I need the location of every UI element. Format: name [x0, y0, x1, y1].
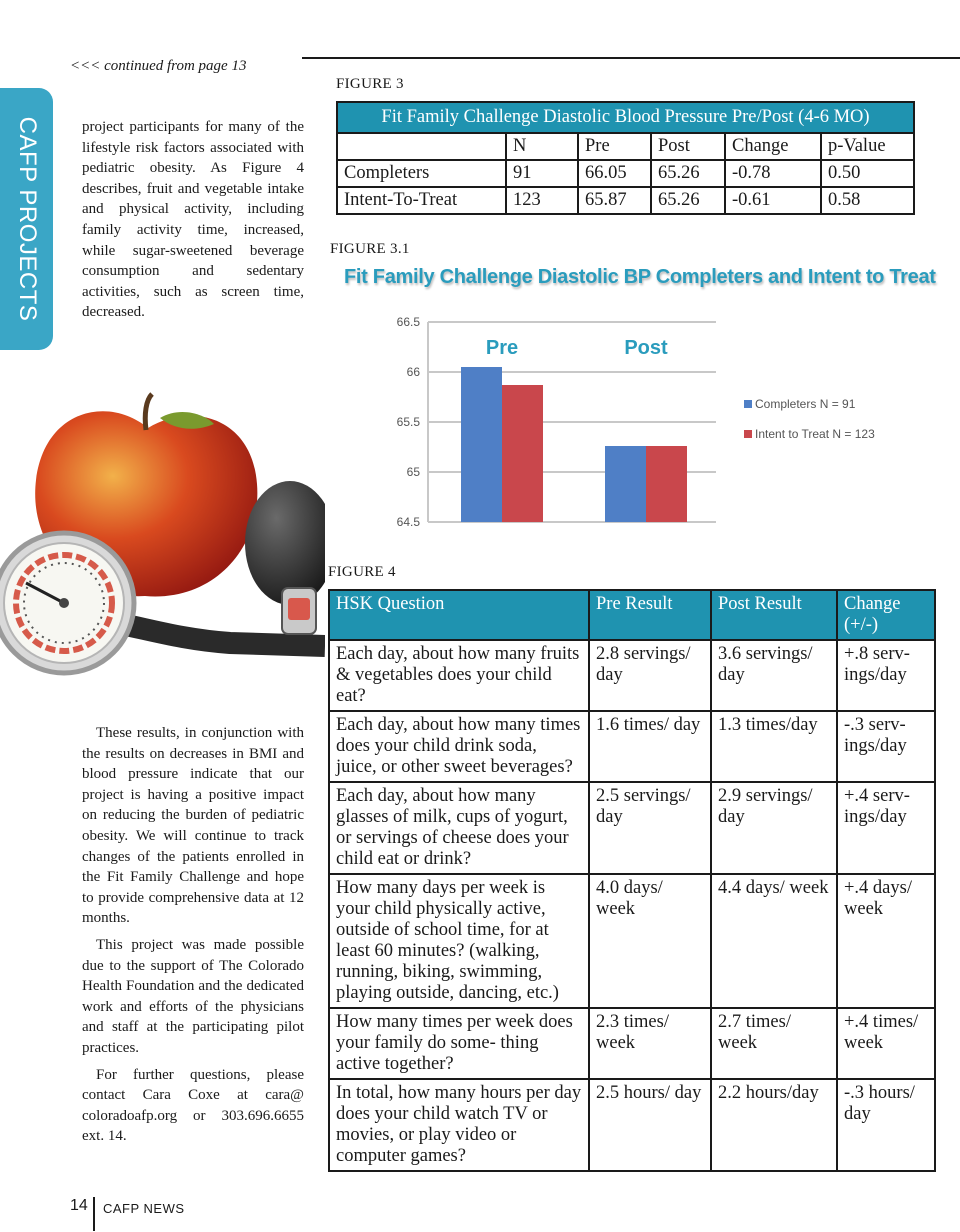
category-label: Post — [624, 337, 668, 359]
figure4-cell: +.4 times/ week — [837, 1008, 935, 1079]
bar — [646, 446, 687, 522]
figure4-cell: +.4 serv- ings/day — [837, 782, 935, 874]
table-row — [329, 1079, 935, 1171]
section-tab — [0, 88, 53, 350]
figure4-cell: -.3 serv- ings/day — [837, 711, 935, 782]
body-text — [82, 723, 304, 1153]
figure3-cell: 65.26 — [651, 160, 725, 187]
table-row — [329, 782, 935, 874]
table-row — [337, 187, 914, 214]
bar — [502, 385, 543, 522]
figure3-cell: 0.58 — [821, 187, 914, 214]
figure4-cell: 1.3 times/day — [711, 711, 837, 782]
y-tick-label: 65 — [406, 465, 420, 479]
figure4-cell: 1.6 times/ day — [589, 711, 711, 782]
figure3-label: FIGURE 3 — [336, 76, 404, 92]
figure4-cell: 2.8 servings/ day — [589, 640, 711, 711]
figure3-cell: 123 — [506, 187, 578, 214]
figure3-header-cell: Post — [651, 133, 725, 160]
figure3-cell: 66.05 — [578, 160, 651, 187]
valve-knob — [288, 598, 310, 620]
continued-note: <<< continued from page 13 — [70, 58, 247, 74]
intro-text — [82, 117, 304, 329]
figure4-cell: In total, how many hours per day does your child watch TV or movies, or play video or computer games? — [329, 1079, 589, 1171]
section-tab-label: CAFP PROJECTS — [14, 116, 41, 322]
figure3-title: Fit Family Challenge Diastolic Blood Pressure Pre/Post (4-6 MO) — [337, 102, 914, 133]
table-row — [329, 1008, 935, 1079]
figure4-cell: 2.9 servings/ day — [711, 782, 837, 874]
figure4-header-cell: HSK Question — [329, 590, 589, 640]
bar — [605, 446, 646, 522]
paragraph-contact: For further questions, please contact Cara Coxe at cara@ coloradoafp.org or 303.696.6655 ext. 14. — [82, 1066, 304, 1145]
category-label: Pre — [485, 337, 519, 359]
footer-divider — [93, 1197, 95, 1231]
figure3-cell: Completers — [337, 160, 506, 187]
figure3-header-cell: Pre — [578, 133, 651, 160]
top-rule — [302, 57, 960, 59]
figure4-cell: 3.6 servings/ day — [711, 640, 837, 711]
figure3-header-cell — [337, 133, 506, 160]
paragraph-results: These results, in conjunction with the results on decreases in BMI and blood pressure indicate that our project is having a positive impact on reducing the burden of pediatric obesity. We will continue to track changes of the patients enrolled in the Fit Family Challenge and hope to provide comprehensive data at 12 months. — [82, 725, 304, 927]
y-tick-label: 66 — [406, 365, 420, 379]
figure4-header-cell: Change (+/-) — [837, 590, 935, 640]
y-tick-label: 64.5 — [396, 515, 420, 529]
figure3-cell: 0.50 — [821, 160, 914, 187]
figure4-cell: 2.7 times/ week — [711, 1008, 837, 1079]
bar — [461, 367, 502, 522]
page-number: 14 — [70, 1197, 88, 1214]
y-tick-label: 65.5 — [396, 415, 420, 429]
table-row — [337, 160, 914, 187]
legend-swatch — [744, 400, 752, 408]
apple-bp-illustration — [0, 388, 325, 700]
figure4-label: FIGURE 4 — [328, 564, 396, 580]
figure4-cell: Each day, about how many glasses of milk, cups of yogurt, or servings of cheese does your child eat or drink? — [329, 782, 589, 874]
figure4-cell: -.3 hours/ day — [837, 1079, 935, 1171]
figure4-cell: 2.2 hours/day — [711, 1079, 837, 1171]
table-row — [329, 711, 935, 782]
figure3-header-cell: N — [506, 133, 578, 160]
figure3-cell: Intent-To-Treat — [337, 187, 506, 214]
figure4-cell: Each day, about how many times does your child drink soda, juice, or other sweet beverages? — [329, 711, 589, 782]
figure3-cell: 65.87 — [578, 187, 651, 214]
figure3-header-cell: Change — [725, 133, 821, 160]
apple-stem — [145, 394, 152, 430]
figure4-cell: 4.4 days/ week — [711, 874, 837, 1008]
gauge-hub — [59, 598, 69, 608]
y-tick-label: 66.5 — [396, 315, 420, 329]
figure4-cell: How many days per week is your child physically active, outside of school time, for at least 60 minutes? (walking, running, biking, swimming, playing outside, dancing, etc.) — [329, 874, 589, 1008]
legend-swatch — [744, 430, 752, 438]
paragraph-support: This project was made possible due to the support of The Colorado Health Foundation and the dedicated work and efforts of the physicians and staff at the participating pilot practices. — [82, 936, 304, 1056]
figure4-table — [328, 589, 936, 1172]
figure4-cell: How many times per week does your family do some- thing active together? — [329, 1008, 589, 1079]
figure4-cell: 2.5 servings/ day — [589, 782, 711, 874]
diastolic-bp-chart — [330, 300, 930, 540]
figure4-cell: 2.3 times/ week — [589, 1008, 711, 1079]
legend-label: Intent to Treat N = 123 — [755, 427, 875, 441]
figure4-cell: Each day, about how many fruits & vegetables does your child eat? — [329, 640, 589, 711]
figure4-header-cell: Post Result — [711, 590, 837, 640]
figure3-cell: 91 — [506, 160, 578, 187]
figure4-cell: 4.0 days/ week — [589, 874, 711, 1008]
chart-title: Fit Family Challenge Diastolic BP Completers and Intent to Treat — [344, 266, 936, 288]
figure31-label: FIGURE 3.1 — [330, 241, 410, 257]
publication-title: CAFP NEWS — [103, 1201, 185, 1216]
figure3-cell: 65.26 — [651, 187, 725, 214]
figure3-cell: -0.78 — [725, 160, 821, 187]
intro-paragraph: project participants for many of the lifestyle risk factors associated with pediatric obesity. As Figure 4 describes, fruit and vegetable intake and physical activity, including family activity time, increased, while sugar-sweetened beverage consumption and sedentary activities, such as screen time, decreased. — [82, 119, 304, 321]
table-row — [329, 874, 935, 1008]
figure4-cell: 2.5 hours/ day — [589, 1079, 711, 1171]
figure4-header-cell: Pre Result — [589, 590, 711, 640]
figure4-cell: +.8 serv- ings/day — [837, 640, 935, 711]
legend-label: Completers N = 91 — [755, 397, 856, 411]
table-row — [329, 640, 935, 711]
figure4-cell: +.4 days/ week — [837, 874, 935, 1008]
figure3-cell: -0.61 — [725, 187, 821, 214]
figure3-table — [336, 101, 915, 215]
figure3-header-cell: p-Value — [821, 133, 914, 160]
